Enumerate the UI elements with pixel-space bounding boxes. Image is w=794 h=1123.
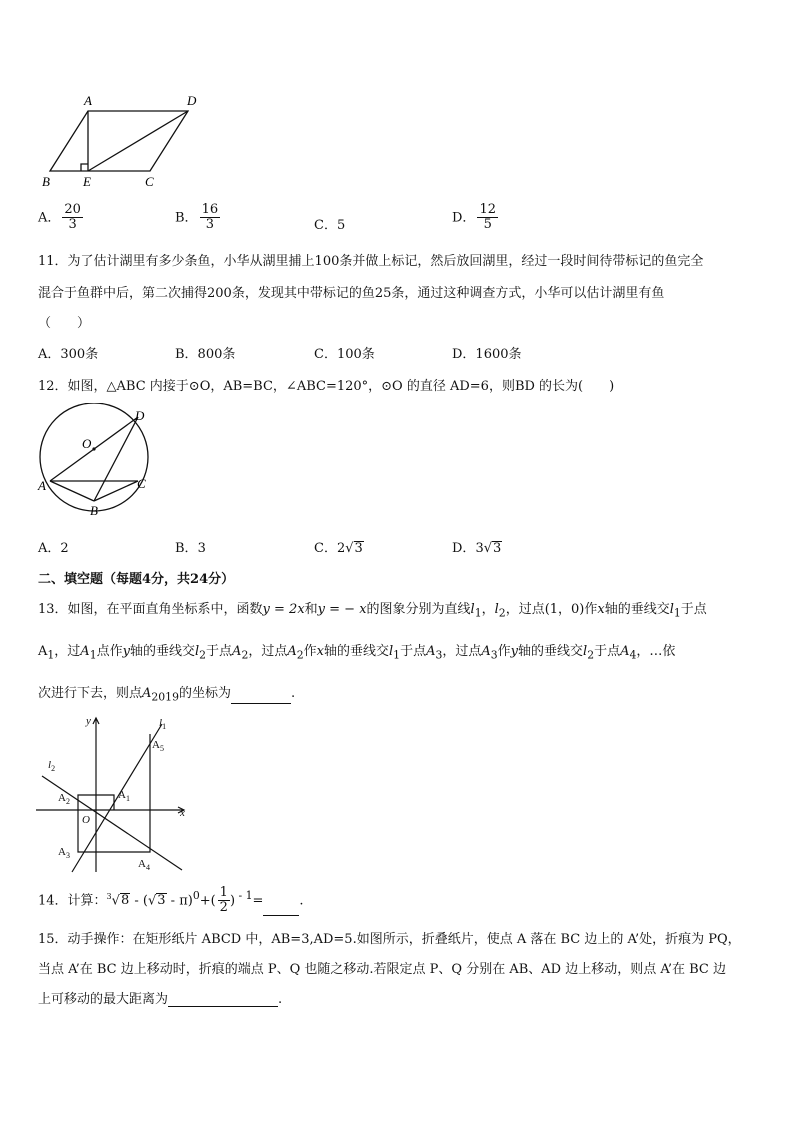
q11-line-1: 11．为了估计湖里有多少条鱼，小华从湖里捕上100条并做上标记，然后放回湖里，经过一段时间待带标记的鱼完全: [38, 254, 704, 269]
q12-option-a[interactable]: A．2: [38, 541, 69, 556]
coordinate-figure: [34, 712, 192, 874]
label-E: E: [83, 174, 91, 189]
q11-line-3: （ ）: [38, 316, 91, 331]
q12-option-b[interactable]: B．3: [175, 541, 206, 556]
label-B: B: [90, 503, 98, 518]
q12-option-c[interactable]: C．2√3: [314, 541, 363, 556]
label-A: A: [84, 93, 92, 108]
q11-line-2: 混合于鱼群中后，第二次捕得200条，发现其中带标记的鱼25条，通过这种调查方式，小华可以估计湖里有鱼: [38, 286, 665, 301]
q14-expression: 14．计算：$^3$√8 - (√3 - π)$^0$+( $\frac{1}{2}$ ) $^{- 1}$= .: [38, 885, 304, 916]
q13-line-1: 13．如图，在平面直角坐标系中，函数y = 2x和y = − x的图象分别为直线$l_1$，$l_2$，过点(1，0)作x轴的垂线交$l_1$于点: [38, 602, 707, 620]
q11-option-b[interactable]: B．800条: [175, 347, 236, 362]
label-A4: $A_4$: [138, 858, 150, 872]
label-A: A: [38, 478, 46, 493]
label-x: x: [180, 807, 185, 819]
label-A2: $A_2$: [58, 792, 70, 806]
q12-option-d[interactable]: D．3√3: [452, 541, 502, 556]
q15-answer-blank[interactable]: [168, 992, 278, 1007]
q10-option-c[interactable]: C．5: [314, 218, 346, 233]
q13-line-3: 次进行下去，则点$A_{2019}$的坐标为 .: [38, 686, 296, 704]
label-C: C: [137, 476, 146, 491]
label-y: y: [86, 715, 91, 727]
q10-option-b[interactable]: B． $\frac{16}{3}$: [175, 202, 219, 233]
q15-line-1: 15．动手操作：在矩形纸片 ABCD 中，AB=3,AD=5.如图所示，折叠纸片，使点 A 落在 BC 边上的 A’处，折痕为 PQ，: [38, 932, 741, 947]
label-A5: $A_5$: [152, 739, 164, 753]
q11-option-a[interactable]: A．300条: [38, 347, 99, 362]
label-O: O: [82, 814, 90, 826]
q15-line-2: 当点 A’在 BC 边上移动时，折痕的端点 P、Q 也随之移动.若限定点 P、Q 分别在 AB、AD 边上移动，则点 A’在 BC 边: [38, 962, 726, 977]
label-D: D: [135, 408, 145, 423]
q13-line-2: $A_1$，过$A_1$点作y轴的垂线交$l_2$于点$A_2$，过点$A_2$作x轴的垂线交$l_1$于点$A_3$，过点$A_3$作y轴的垂线交$l_2$于点$A_4$，…依: [38, 644, 676, 662]
label-C: C: [145, 174, 154, 189]
label-A3: $A_3$: [58, 846, 70, 860]
q11-option-d[interactable]: D．1600条: [452, 347, 522, 362]
q10-option-d[interactable]: D． $\frac{12}{5}$: [452, 202, 496, 233]
q12-text: 12．如图，△ABC 内接于⊙O，AB=BC，∠ABC=120°，⊙O 的直径 AD=6，则BD 的长为( ): [38, 379, 615, 394]
label-l2: $l_2$: [48, 759, 56, 773]
q10-option-a[interactable]: A． $\frac{20}{3}$: [38, 202, 81, 233]
label-B: B: [42, 174, 50, 189]
section-heading: 二、填空题（每题4分，共24分）: [38, 572, 235, 587]
parallelogram-figure: [38, 90, 210, 190]
q15-line-3: 上可移动的最大距离为 .: [38, 992, 283, 1007]
label-D: D: [187, 93, 197, 108]
q14-answer-blank[interactable]: [263, 901, 299, 916]
q13-answer-blank[interactable]: [231, 689, 291, 704]
label-O: O: [82, 436, 92, 451]
label-A1: $A_1$: [118, 789, 130, 803]
label-l1: $l_1$: [159, 717, 167, 731]
circle-figure: [34, 403, 164, 519]
q11-option-c[interactable]: C．100条: [314, 347, 375, 362]
